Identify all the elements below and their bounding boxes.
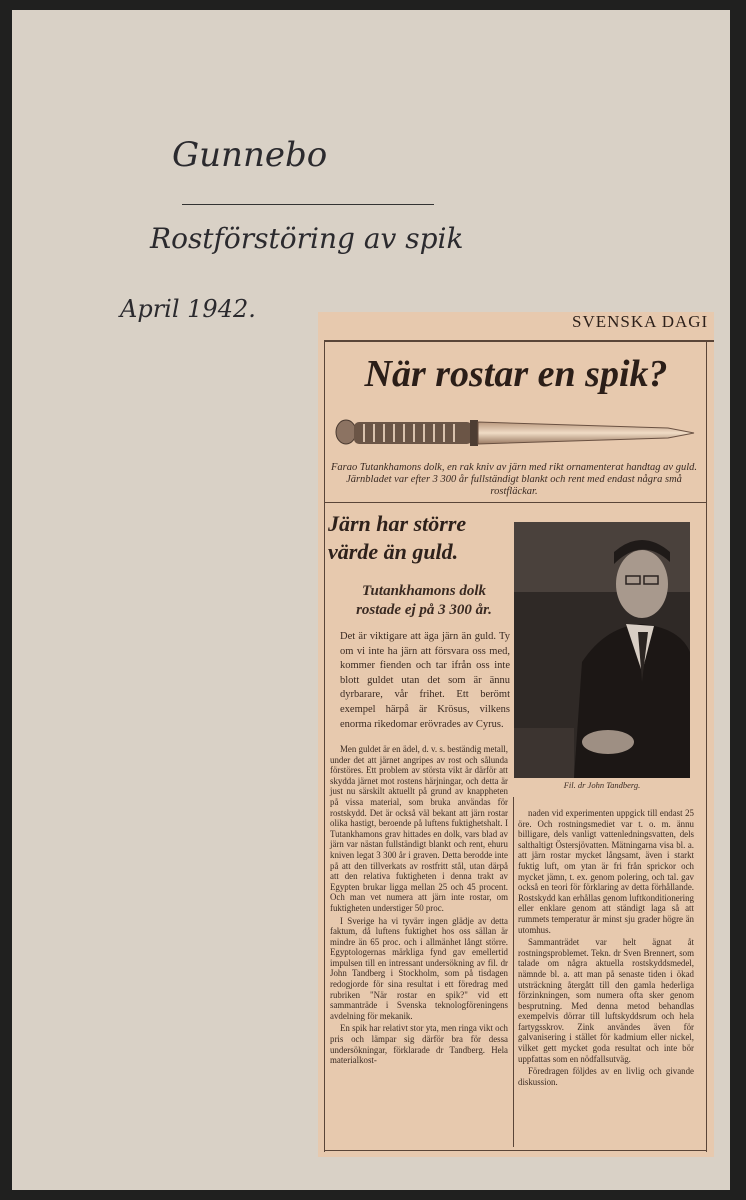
newspaper-name: SVENSKA DAGI bbox=[572, 312, 709, 331]
column-rule bbox=[513, 797, 514, 1147]
handwritten-subject: Rostförstöring av spik bbox=[150, 222, 464, 255]
lead-paragraph: Det är viktigare att äga järn än guld. Ty om vi inte ha järn att försvara oss med, kommer fienden och tar ifrån oss inte blott guldet utan det som är ännu dyrbarare, vår frihet. Ett berömt exempel härpå är Krösus, vilkens enorma rikedomar erövrades av Cyrus. bbox=[340, 631, 510, 730]
dagger-image bbox=[328, 406, 698, 462]
article-paragraph: Men guldet är en ädel, d. v. s. beständig metall, under det att järnet angripes av rost och sålunda förstöres. Ett problem av största vikt är därför att skydda järnet mot rostens härjningar, och detta är just nu särskilt aktuellt på grund av knappheten på vissa material, som bruka användas för rostskydd. Det är också väl bekant att järn rostar olika hastigt, beroende på luftens fuktighetshalt. I Tutankhamons grav hittades en dolk, vars blad av järn var nästan fullständigt blankt och rent, ehuru kniven legat 3 300 år i graven. Detta berodde inte på att den tillverkats av rostfritt stål, utan därpå att den relativa fuktigheten i denna trakt av Egypten brukar ligga mellan 25 och 45 procent. Och man vet numera att järn inte rostar, om fuktigheten understiger 50 proc. bbox=[330, 744, 508, 913]
article-column-left bbox=[330, 744, 508, 1068]
article-paragraph: Föredragen följdes av en livlig och givande diskussion. bbox=[518, 1066, 694, 1087]
image-caption: Farao Tutankhamons dolk, en rak kniv av järn med rikt ornamenterat handtag av guld. Järnbladet var efter 3 300 år fullständigt blankt och rent med endast några små rostfläckar. bbox=[331, 462, 697, 497]
article-paragraph: I Sverige ha vi tyvärr ingen glädje av detta faktum, då luftens fuktighet hos oss sällan är mindre än 65 proc. och i allmänhet långt större. Egyptologernas märkliga fynd gav emellertid impulsen till en intressant undersökning av fil. dr John Tandberg i Stockholm, som på tisdagen redogjorde för sina resultat i ett föredrag med rubriken "När rostar en spik?" vid ett sammanträde i Svenska teknologföreningens avdelning för mekanik. bbox=[330, 915, 508, 1021]
article-paragraph: naden vid experimenten uppgick till endast 25 öre. Och rostningsmediet var t. o. m. ännu billigare, dels vanligt vattenledningsvatten, dels salthaltigt Östersjövatten. Mätningarna visa bl. a. att järn rostar mycket långsamt, även i starkt fuktig luft, om ytan är fri från sprickor och mycket jämn, t. ex. genom polering, och tal. gav också en teori för förklaring av detta förhållande. Rostskydd kan erhållas genom luftkonditionering eller enklare genom att ständigt laga så att rummets temperatur är minst sju grader högre än utomhus. bbox=[518, 808, 694, 935]
left-border bbox=[324, 340, 325, 1152]
photo-caption: Fil. dr John Tandberg. bbox=[563, 780, 641, 790]
subheadline: Järn har större värde än guld. bbox=[328, 511, 467, 564]
top-rule bbox=[324, 340, 714, 342]
newspaper-clipping bbox=[318, 312, 714, 1157]
handwritten-underline bbox=[182, 204, 434, 205]
handwritten-title: Gunnebo bbox=[172, 135, 328, 175]
right-border bbox=[706, 340, 707, 1152]
portrait-photo bbox=[514, 522, 690, 778]
article-column-right bbox=[518, 808, 694, 1089]
article-paragraph: En spik har relativt stor yta, men ringa vikt och pris och lämpar sig därför bra för dessa undersökningar, förklarade dr Tandberg. Hela materialkost- bbox=[330, 1023, 508, 1066]
handwritten-date: April 1942. bbox=[120, 295, 256, 323]
bottom-rule bbox=[324, 1150, 706, 1151]
article-paragraph: Sammanträdet var helt ägnat åt rostningsproblemet. Tekn. dr Sven Brennert, som talade om några aktuella rostskyddsmedel, nämnde bl. a. att man på senaste tiden i ökad utsträckning återgått till den gamla hederliga förzinkningen, som numera ofta sker genom besprutning. Med denna metod behandlas exempelvis dörrar till luftskyddsrum och hela fartygsskrov. Zink användes även för galvanisering i stället för kadmium eller nickel, vilket gett mycket goda resultat och inte bör uppfattas som en nödfallsutväg. bbox=[518, 937, 694, 1064]
section-rule bbox=[324, 502, 706, 503]
headline: När rostar en spik? bbox=[364, 353, 668, 395]
small-headline: Tutankhamons dolk rostade ej på 3 300 år. bbox=[356, 583, 492, 618]
